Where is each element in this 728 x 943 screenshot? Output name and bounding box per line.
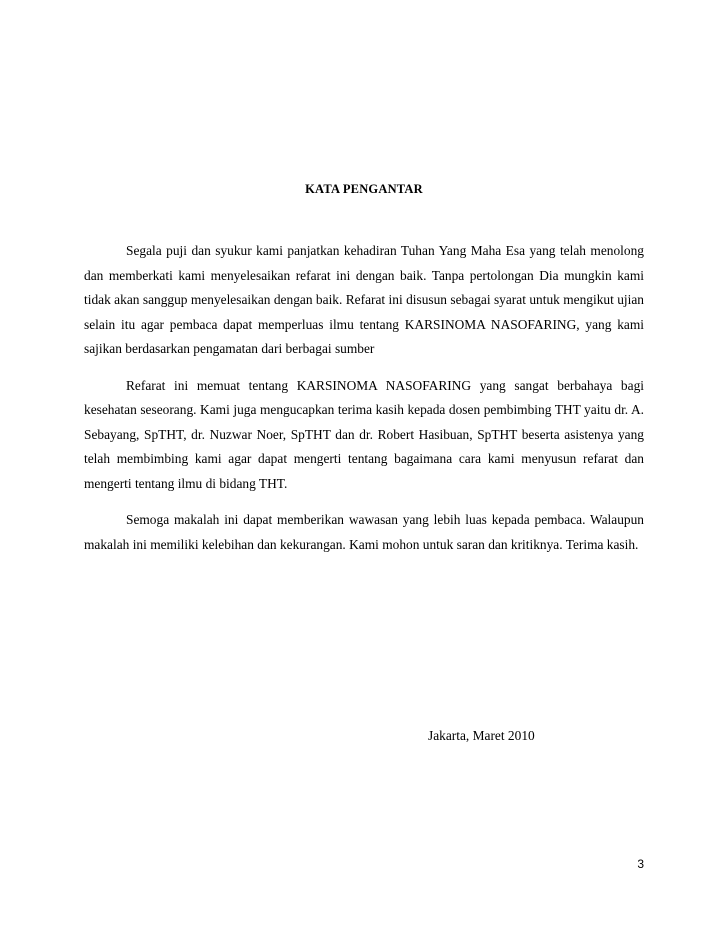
page-number: 3 bbox=[637, 857, 644, 871]
page-title: KATA PENGANTAR bbox=[305, 182, 423, 196]
paragraph-3: Semoga makalah ini dapat memberikan wawasan yang lebih luas kepada pembaca. Walaupun makalah ini memiliki kelebihan dan kekurangan. Kami mohon untuk saran dan kritiknya. Terima kasih. bbox=[84, 512, 644, 552]
signature-place-date: Jakarta, Maret 2010 bbox=[428, 728, 535, 743]
body-text bbox=[84, 239, 644, 569]
paragraph-2: Refarat ini memuat tentang KARSINOMA NASOFARING yang sangat berbahaya bagi kesehatan seseorang. Kami juga mengucapkan terima kasih kepada dosen pembimbing THT yaitu dr. A. Sebayang, SpTHT, dr. Nuzwar Noer, SpTHT dan dr. Robert Hasibuan, SpTHT beserta asistenya yang telah membimbing kami agar dapat mengerti tentang bagaimana cara kami menyusun refarat dan mengerti tentang ilmu di bidang THT. bbox=[84, 377, 644, 491]
paragraph-1: Segala puji dan syukur kami panjatkan kehadiran Tuhan Yang Maha Esa yang telah menolong dan memberkati kami menyelesaikan refarat ini dengan baik. Tanpa pertolongan Dia mungkin kami tidak akan sanggup menyelesaikan dengan baik. Refarat ini disusun sebagai syarat untuk mengikut ujian selain itu agar pembaca dapat memperluas ilmu tentang KARSINOMA NASOFARING, yang kami sajikan berdasarkan pengamatan dari berbagai sumber bbox=[84, 243, 644, 356]
